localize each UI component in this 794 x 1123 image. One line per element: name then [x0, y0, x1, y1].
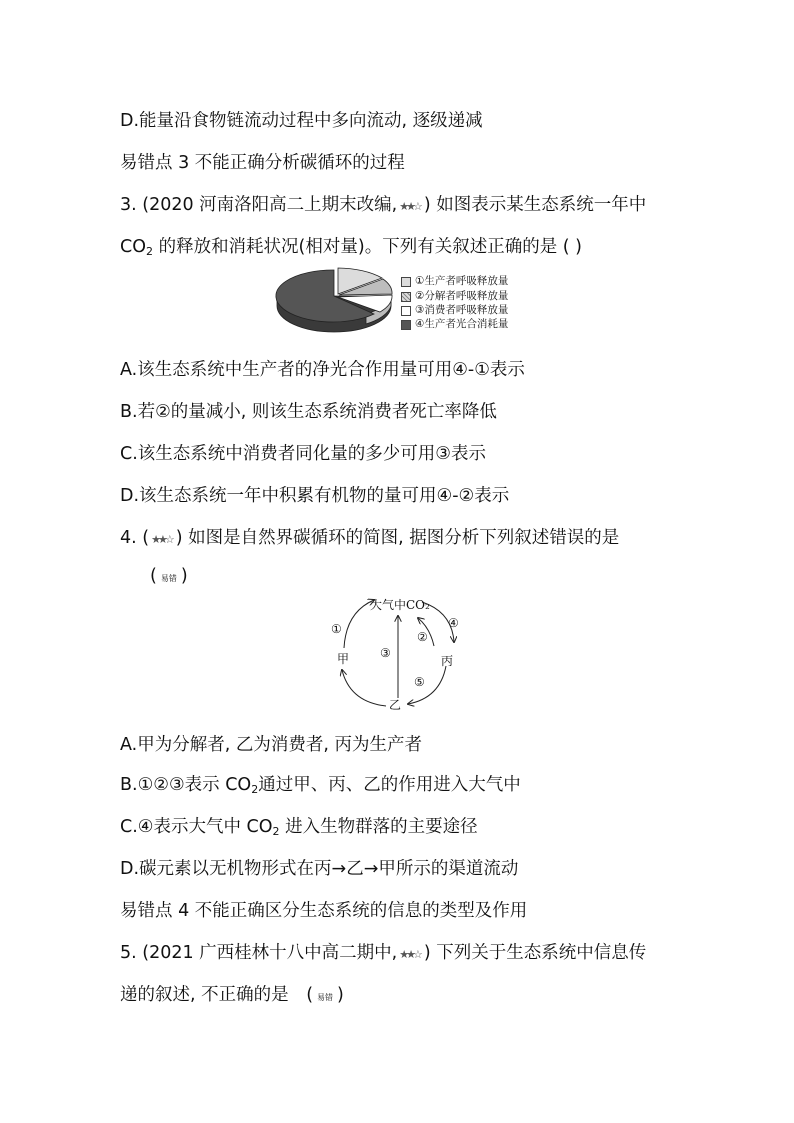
q4-stem-text: ) 如图是自然界碳循环的简图, 据图分析下列叙述错误的是 [175, 528, 620, 548]
q3-source: 3. (2020 河南洛阳高二上期末改编, [120, 195, 398, 215]
q3-option-c: C.该生态系统中消费者同化量的多少可用③表示 [120, 444, 486, 464]
q3-option-b: B.若②的量减小, 则该生态系统消费者死亡率降低 [120, 402, 497, 422]
difficulty-stars-icon: ★★☆ [399, 200, 420, 213]
q4-option-b [120, 771, 521, 796]
node-atmosphere-co2: 大气中CO₂ [370, 598, 430, 612]
q4-option-a: A.甲为分解者, 乙为消费者, 丙为生产者 [120, 735, 422, 755]
q3-co: CO [120, 237, 146, 257]
q3-stem-line1 [120, 191, 646, 216]
q4-paren-open: ( [150, 566, 157, 586]
label-3: ③ [380, 646, 391, 660]
q5-stem-line1 [120, 939, 646, 964]
q5-stem-text: ) 下列关于生态系统中信息传 [423, 943, 647, 963]
q4-option-c-sub: 2 [272, 825, 280, 838]
q4-paren-close: ) [180, 566, 188, 586]
node-yi: 乙 [389, 698, 402, 712]
q3-option-d: D.该生态系统一年中积累有机物的量可用④-②表示 [120, 486, 510, 506]
legend-label-4: ④生产者光合消耗量 [415, 318, 509, 330]
q4-option-c [120, 813, 478, 838]
label-5: ⑤ [414, 675, 425, 689]
q4-option-c-text2: 进入生物群落的主要途径 [279, 817, 478, 837]
q5-paren-open: ( [306, 985, 314, 1005]
q5-stem-line2 [120, 981, 344, 1006]
label-2: ② [417, 630, 428, 644]
q5-stem-text2: 递的叙述, 不正确的是 [120, 985, 289, 1005]
legend-label-1: ①生产者呼吸释放量 [415, 275, 509, 287]
legend-swatch-4 [401, 320, 411, 330]
legend-swatch-3 [401, 306, 411, 316]
q4-stem-line1 [120, 524, 619, 549]
node-bing: 丙 [441, 654, 454, 668]
legend-swatch-2 [401, 292, 411, 302]
q5-tag: 易错 [317, 993, 334, 1002]
q3-co-sub: 2 [146, 245, 153, 258]
q4-option-d: D.碳元素以无机物形式在丙→乙→甲所示的渠道流动 [120, 859, 519, 879]
q4-option-c-text1: C.④表示大气中 CO [120, 817, 273, 837]
error-point-3-heading: 易错点 3 不能正确分析碳循环的过程 [120, 153, 405, 173]
legend-swatch-1 [401, 277, 411, 287]
q5-paren-close: ) [337, 985, 344, 1005]
q2-option-d: D.能量沿食物链流动过程中多向流动, 逐级递减 [120, 111, 483, 131]
q5-source: 5. (2021 广西桂林十八中高二期中, [120, 943, 398, 963]
node-jia: 甲 [337, 652, 350, 666]
q4-option-b-text1: B.①②③表示 CO [120, 775, 252, 795]
q4-tag: 易错 [160, 574, 177, 583]
label-1: ① [331, 622, 342, 636]
q3-option-a: A.该生态系统中生产者的净光合作用量可用④-①表示 [120, 360, 525, 380]
legend-label-3: ③消费者呼吸释放量 [415, 304, 509, 316]
difficulty-stars-icon: ★★☆ [399, 948, 420, 961]
q4-option-b-text2: 通过甲、丙、乙的作用进入大气中 [258, 775, 521, 795]
difficulty-stars-icon: ★★☆ [151, 533, 172, 546]
q4-option-b-sub: 2 [251, 783, 259, 796]
q3-stem-text2: 的释放和消耗状况(相对量)。下列有关叙述正确的是 ( ) [153, 237, 582, 257]
label-4: ④ [448, 616, 459, 630]
q4-answer-paren [150, 566, 188, 586]
error-point-4-heading: 易错点 4 不能正确区分生态系统的信息的类型及作用 [120, 901, 528, 921]
q3-stem-text: ) 如图表示某生态系统一年中 [423, 195, 647, 215]
legend-label-2: ②分解者呼吸释放量 [415, 290, 509, 302]
arrow-6 [342, 670, 386, 706]
q3-stem-line2 [120, 233, 582, 258]
pie-chart [270, 266, 400, 338]
q4-number: 4. ( [120, 528, 150, 548]
